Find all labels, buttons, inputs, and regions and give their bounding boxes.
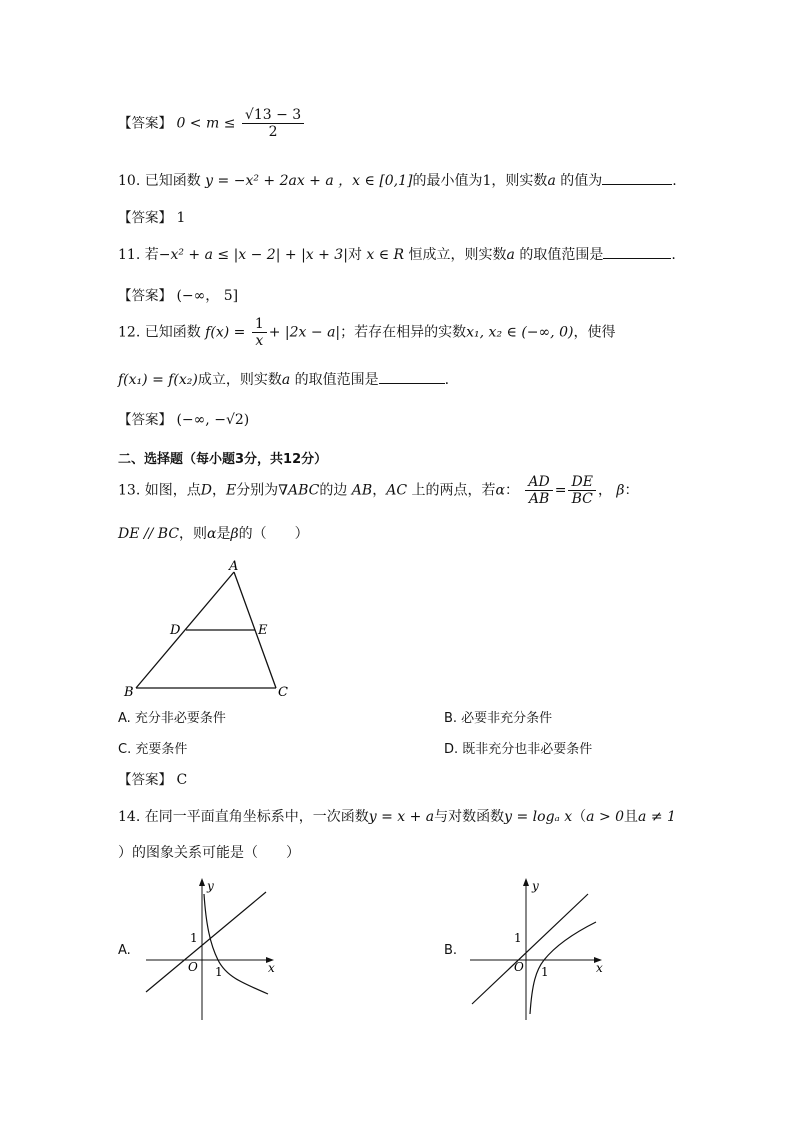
label-y: y (207, 879, 214, 893)
separator: ， (211, 482, 226, 499)
question-text: ，则 (179, 526, 208, 542)
log-graph (530, 922, 596, 1014)
beta: β (616, 482, 625, 499)
question-text: 成立，则实数 (197, 372, 282, 388)
label-one-y: 1 (190, 931, 198, 945)
answer-value: C (176, 772, 188, 788)
label-one-x: 1 (215, 965, 223, 979)
answer-9-fraction (242, 107, 304, 140)
option-b[interactable]: B. 必要非充分条件 (444, 711, 553, 726)
log-graph (204, 894, 268, 994)
question-text: 的值为 (560, 173, 603, 189)
function-lhs: f(x) = (205, 324, 246, 341)
colon: ： (624, 482, 639, 499)
log-function: y = logₐ x (504, 809, 573, 825)
label-d: D (170, 623, 181, 638)
answer-13 (118, 768, 187, 788)
point-d: D (200, 482, 212, 499)
answer-9-numerator: √13 − 3 (242, 107, 304, 124)
condition-1: a > 0 (586, 809, 625, 825)
question-text: 在同一平面直角坐标系中，一次函数 (144, 809, 369, 825)
linear-graph (146, 892, 266, 992)
fraction-ad-ab (525, 474, 552, 507)
label-y: y (532, 879, 539, 893)
label-a: A (229, 559, 239, 574)
question-number: 14. (118, 809, 141, 825)
question-text: 对 (347, 247, 362, 263)
question-formula: y = −x² + 2ax + a ，x ∈ [0,1] (205, 173, 413, 189)
question-text: 若 (144, 247, 159, 263)
question-13 (118, 474, 638, 507)
section-heading: 二、选择题（每小题3分，共12分） (118, 452, 328, 467)
question-text: 且 (624, 809, 639, 825)
answer-9-lhs: 0 < m ≤ (176, 115, 236, 132)
graph-b-label[interactable]: B. (444, 943, 458, 958)
question-text: 已知函数 (144, 324, 201, 341)
question-12-line2 (118, 369, 449, 389)
beta: β (230, 526, 239, 542)
question-text: 的（ ） (238, 526, 309, 542)
question-12 (118, 316, 615, 349)
answer-value: (−∞， 5] (176, 288, 239, 304)
label-b: B (124, 685, 134, 700)
answer-11 (118, 284, 238, 305)
answer-blank[interactable] (379, 371, 445, 384)
label-one-y: 1 (514, 931, 522, 945)
triangle-figure (118, 556, 308, 702)
label-origin: O (514, 960, 524, 974)
question-14 (118, 806, 676, 826)
question-number: 11. (118, 247, 141, 263)
y-axis-arrow (523, 878, 529, 886)
question-variable: a (506, 247, 515, 263)
question-13-line2 (118, 523, 309, 543)
answer-blank[interactable] (603, 246, 671, 259)
option-c[interactable]: C. 充要条件 (118, 742, 188, 757)
option-a[interactable]: A. 充分非必要条件 (118, 711, 226, 726)
question-number: 13. (118, 482, 141, 499)
answer-blank[interactable] (602, 172, 672, 185)
question-text: ）的图象关系可能是（ ） (118, 845, 300, 861)
linear-function: y = x + a (368, 809, 435, 825)
answer-tag: 【答案】 (118, 288, 172, 304)
function-fraction (252, 316, 267, 349)
answer-12 (118, 408, 249, 428)
question-text: 与对数函数 (434, 809, 505, 825)
answer-tag: 【答案】 (118, 772, 172, 788)
graph-a-label[interactable]: A. (118, 943, 131, 958)
parallel-condition: DE // BC (118, 526, 180, 542)
point-e: E (225, 482, 237, 499)
fraction-denominator: AB (528, 491, 550, 507)
question-end: . (671, 247, 676, 263)
question-number: 10. (118, 173, 141, 189)
label-x: x (268, 961, 275, 975)
colon: ： (504, 482, 519, 499)
triangle: ∇ABC (278, 482, 320, 499)
y-axis-arrow (199, 878, 205, 886)
question-text: 恒成立，则实数 (408, 247, 507, 263)
question-formula: −x² + a ≤ |x − 2| + |x + 3| (158, 247, 348, 263)
alpha: α (495, 482, 505, 499)
question-text: 分别为 (236, 482, 279, 499)
answer-9 (118, 107, 306, 140)
question-end: . (672, 173, 677, 189)
label-x: x (596, 961, 603, 975)
question-end: . (444, 372, 450, 388)
fraction-numerator: DE (568, 474, 595, 491)
question-14-line2 (118, 842, 300, 862)
separator: ， (597, 482, 612, 499)
separator: ， (372, 482, 387, 499)
answer-tag: 【答案】 (118, 115, 172, 132)
fraction-denominator: BC (571, 491, 593, 507)
answer-value: (−∞, −√2) (176, 412, 250, 428)
condition-2: a ≠ 1 (638, 809, 676, 825)
linear-graph (472, 894, 588, 1004)
fraction-de-bc (568, 474, 595, 507)
equals: = (554, 482, 567, 499)
question-formula: f(x₁) = f(x₂) (118, 372, 198, 388)
question-text: 的取值范围是 (294, 372, 379, 388)
label-e: E (258, 623, 268, 638)
answer-tag: 【答案】 (118, 210, 172, 226)
function-rhs: + |2x − a| (268, 324, 341, 341)
question-number: 12. (118, 324, 141, 341)
question-formula: x ∈ R (366, 247, 405, 263)
question-text: 的最小值为1，则实数 (412, 173, 548, 189)
question-text: 如图，点 (144, 482, 201, 499)
label-origin: O (188, 960, 198, 974)
answer-value: 1 (176, 210, 186, 226)
question-text: 的取值范围是 (519, 247, 604, 263)
fraction-numerator: AD (525, 474, 552, 491)
question-10 (118, 170, 677, 190)
answer-tag: 【答案】 (118, 412, 172, 428)
question-text: ，使得 (573, 324, 616, 341)
question-formula: x₁, x₂ ∈ (−∞, 0) (466, 324, 574, 341)
question-text: （ (572, 809, 587, 825)
fraction-numerator: 1 (252, 316, 267, 333)
fraction-denominator: x (255, 333, 264, 349)
option-d[interactable]: D. 既非充分也非必要条件 (444, 742, 593, 757)
question-text: 上的两点，若 (411, 482, 496, 499)
question-text: 是 (216, 526, 231, 542)
question-text: ；若存在相异的实数 (340, 324, 467, 341)
graph-b (464, 874, 614, 1024)
graph-a (140, 874, 285, 1024)
question-variable: a (281, 372, 291, 388)
alpha: α (207, 526, 217, 542)
answer-9-denominator: 2 (268, 124, 278, 140)
label-one-x: 1 (541, 965, 549, 979)
question-variable: a (547, 173, 556, 189)
side-ac: AC (386, 482, 408, 499)
label-c: C (278, 685, 288, 700)
answer-10 (118, 206, 185, 226)
side-ab: AB (351, 482, 373, 499)
question-text: 的边 (319, 482, 348, 499)
question-text: 已知函数 (144, 173, 201, 189)
question-11 (118, 244, 676, 264)
